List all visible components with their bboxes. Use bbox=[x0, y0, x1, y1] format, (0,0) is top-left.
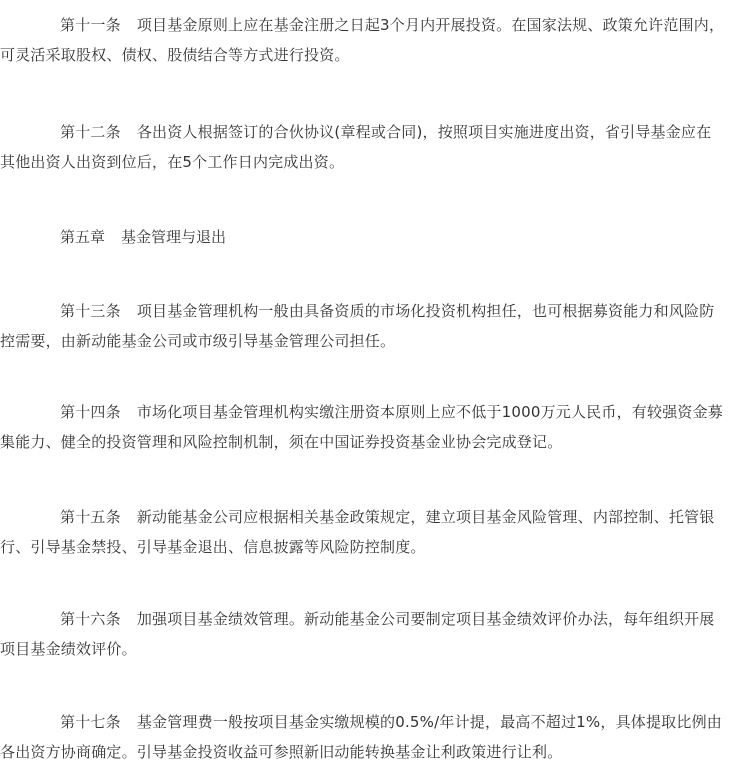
article-16 bbox=[0, 604, 726, 664]
article-label: 第十三条 bbox=[60, 302, 121, 320]
article-13 bbox=[0, 296, 726, 356]
chapter-heading bbox=[0, 222, 726, 252]
article-17 bbox=[0, 707, 726, 767]
article-15 bbox=[0, 502, 726, 562]
article-label: 第十七条 bbox=[60, 713, 121, 731]
chapter-title: 基金管理与退出 bbox=[121, 228, 227, 246]
article-text: 市场化项目基金管理机构实缴注册资本原则上应不低于1000万元人民币，有较强资金募集能力、健全的投资管理和风险控制机制，须在中国证券投资基金业协会完成登记。 bbox=[0, 403, 723, 451]
article-12 bbox=[0, 117, 726, 177]
article-label: 第十一条 bbox=[60, 16, 121, 34]
article-label: 第十五条 bbox=[60, 508, 121, 526]
article-text: 各出资人根据签订的合伙协议(章程或合同)，按照项目实施进度出资，省引导基金应在其他出资人出资到位后，在5个工作日内完成出资。 bbox=[0, 123, 712, 171]
article-text: 基金管理费一般按项目基金实缴规模的0.5%/年计提，最高不超过1%，具体提取比例由各出资方协商确定。引导基金投资收益可参照新旧动能转换基金让利政策进行让利。 bbox=[0, 713, 722, 761]
article-text: 项目基金原则上应在基金注册之日起3个月内开展投资。在国家法规、政策允许范围内，可灵活采取股权、债权、股债结合等方式进行投资。 bbox=[0, 16, 725, 64]
article-text: 新动能基金公司应根据相关基金政策规定，建立项目基金风险管理、内部控制、托管银行、引导基金禁投、引导基金退出、信息披露等风险防控制度。 bbox=[0, 508, 715, 556]
article-11 bbox=[0, 10, 726, 70]
article-label: 第十二条 bbox=[60, 123, 121, 141]
article-text: 项目基金管理机构一般由具备资质的市场化投资机构担任，也可根据募资能力和风险防控需要，由新动能基金公司或市级引导基金管理公司担任。 bbox=[0, 302, 715, 350]
chapter-label: 第五章 bbox=[60, 228, 106, 246]
article-14 bbox=[0, 397, 726, 457]
article-label: 第十四条 bbox=[60, 403, 121, 421]
article-label: 第十六条 bbox=[60, 610, 121, 628]
article-text: 加强项目基金绩效管理。新动能基金公司要制定项目基金绩效评价办法，每年组织开展项目基金绩效评价。 bbox=[0, 610, 715, 658]
